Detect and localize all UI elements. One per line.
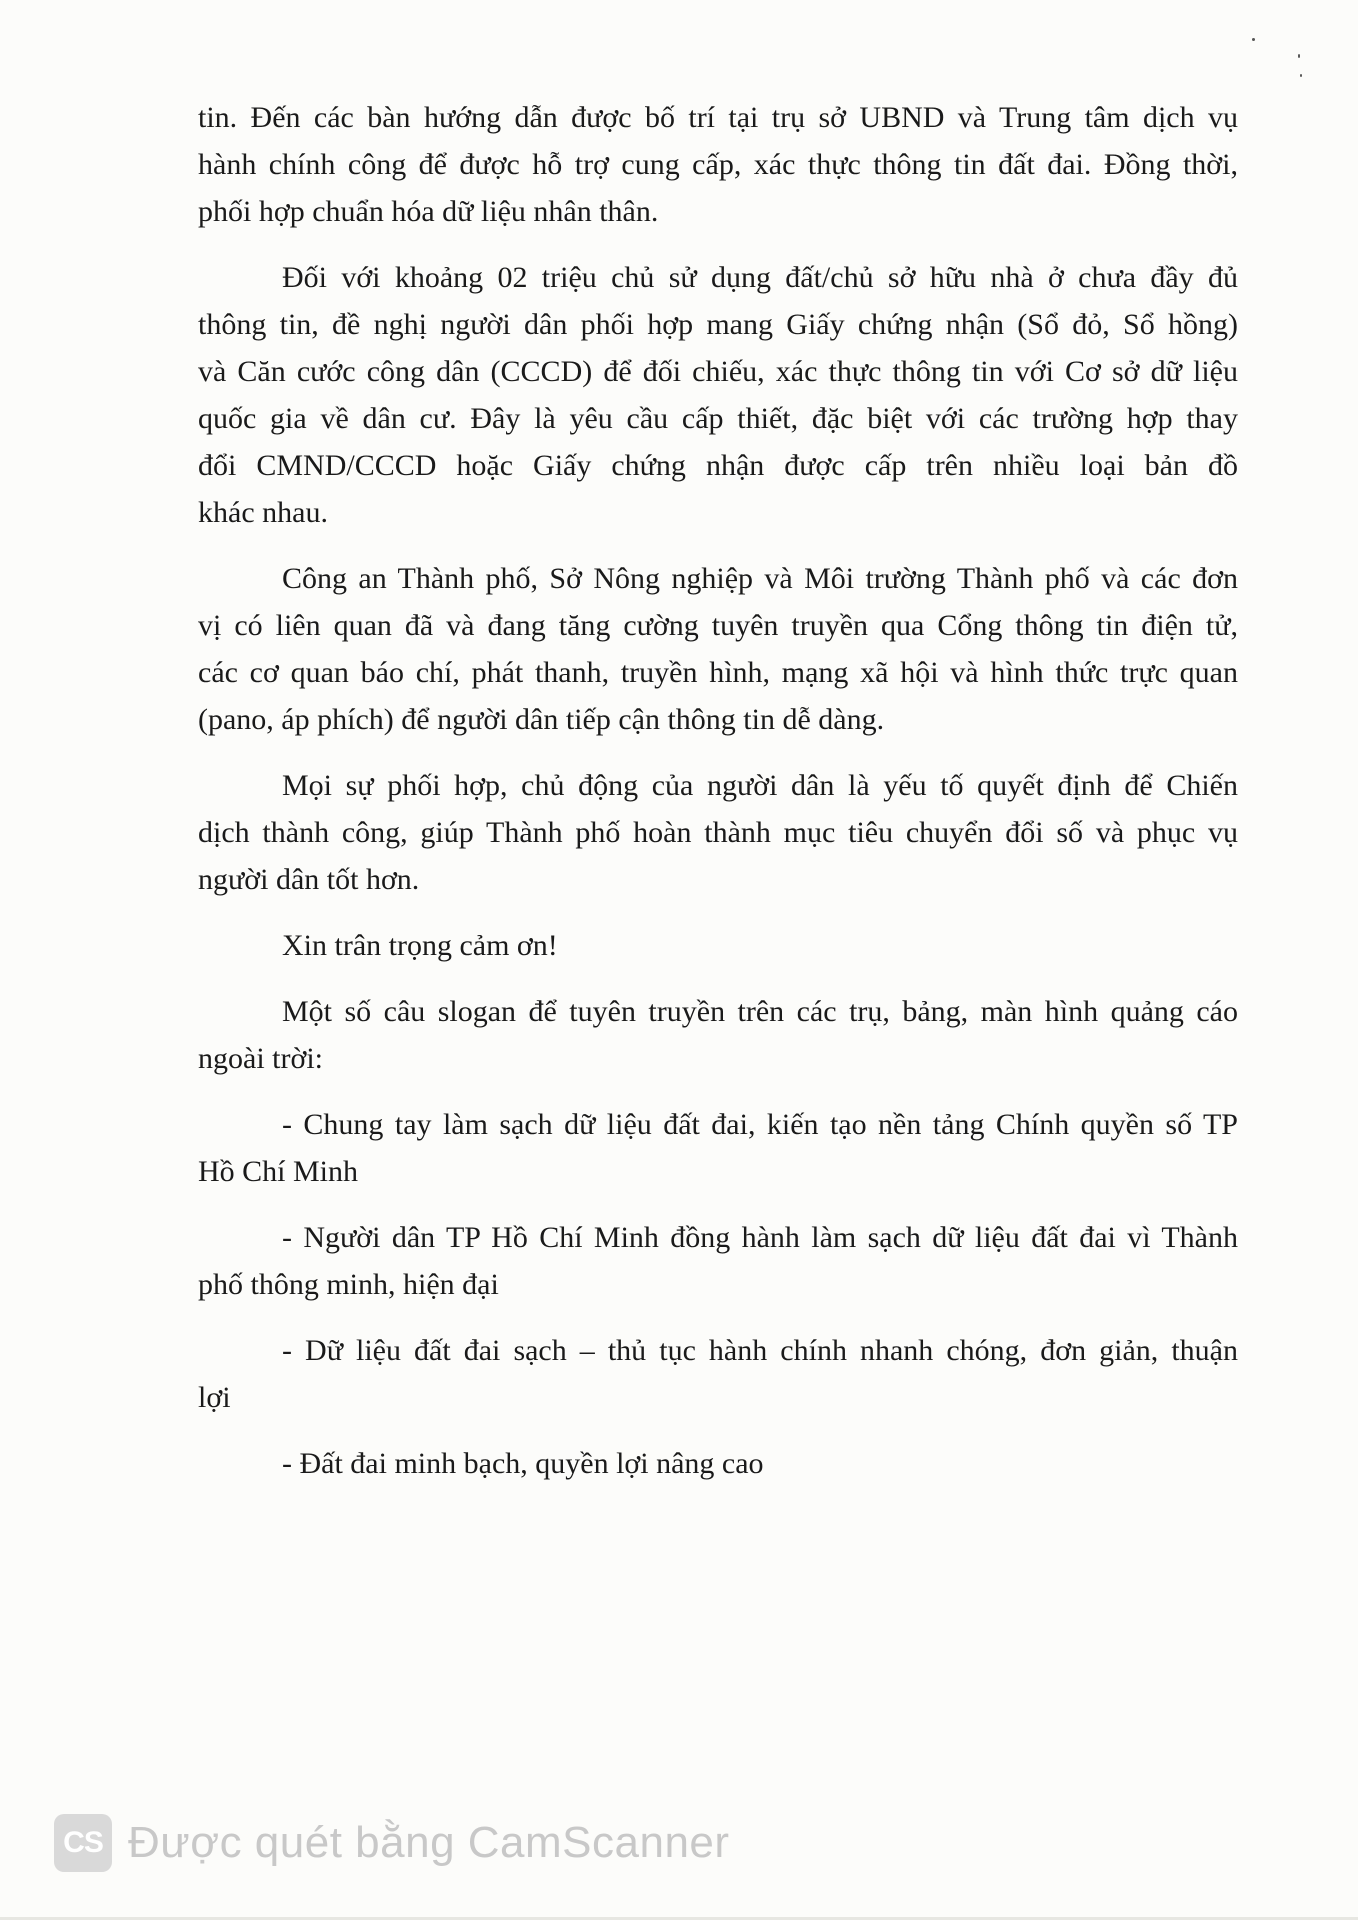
- text-line: tin. Đến các bàn hướng dẫn được bố trí tại trụ sở UBND và Trung tâm dịch vụ: [198, 101, 1238, 134]
- paragraph: [198, 1327, 1238, 1421]
- text-line: ngoài trời:: [198, 1042, 324, 1075]
- text-line: - Chung tay làm sạch dữ liệu đất đai, kiến tạo nền tảng Chính quyền số TP: [282, 1108, 1238, 1141]
- text-line: Đối với khoảng 02 triệu chủ sử dụng đất/chủ sở hữu nhà ở chưa đầy đủ: [282, 261, 1238, 294]
- text-line: vị có liên quan đã và đang tăng cường tuyên truyền qua Cổng thông tin điện tử,: [198, 609, 1238, 642]
- text-line: Mọi sự phối hợp, chủ động của người dân là yếu tố quyết định để Chiến: [282, 769, 1238, 802]
- scan-speck: [1298, 54, 1300, 58]
- text-line: người dân tốt hơn.: [198, 863, 420, 896]
- text-line: khác nhau.: [198, 496, 328, 529]
- text-line: lợi: [198, 1381, 231, 1414]
- paragraph: [198, 1214, 1238, 1308]
- text-line: - Dữ liệu đất đai sạch – thủ tục hành chính nhanh chóng, đơn giản, thuận: [282, 1334, 1238, 1367]
- paragraph: [198, 762, 1238, 903]
- paragraph: [198, 988, 1238, 1082]
- text-line: phố thông minh, hiện đại: [198, 1268, 499, 1301]
- text-line: - Đất đai minh bạch, quyền lợi nâng cao: [282, 1447, 764, 1480]
- paragraph: [198, 555, 1238, 743]
- paragraph: [198, 1440, 1238, 1487]
- scan-speck: [1252, 38, 1255, 41]
- text-line: Xin trân trọng cảm ơn!: [282, 929, 558, 962]
- camscanner-label: Được quét bằng CamScanner: [128, 1818, 730, 1867]
- paragraph: [198, 94, 1238, 235]
- text-line: - Người dân TP Hồ Chí Minh đồng hành làm sạch dữ liệu đất đai vì Thành: [282, 1221, 1238, 1254]
- text-line: và Căn cước công dân (CCCD) để đối chiếu, xác thực thông tin với Cơ sở dữ liệu: [198, 355, 1238, 388]
- paragraph: [198, 254, 1238, 536]
- text-line: phối hợp chuẩn hóa dữ liệu nhân thân.: [198, 195, 659, 228]
- text-line: đổi CMND/CCCD hoặc Giấy chứng nhận được cấp trên nhiều loại bản đồ: [198, 449, 1238, 482]
- text-line: Một số câu slogan để tuyên truyền trên các trụ, bảng, màn hình quảng cáo: [282, 995, 1238, 1028]
- camscanner-logo-text: CS: [63, 1826, 103, 1859]
- text-line: Công an Thành phố, Sở Nông nghiệp và Môi trường Thành phố và các đơn: [282, 562, 1238, 595]
- paragraph: [198, 922, 1238, 969]
- text-line: (pano, áp phích) để người dân tiếp cận thông tin dễ dàng.: [198, 703, 885, 736]
- text-line: quốc gia về dân cư. Đây là yêu cầu cấp thiết, đặc biệt với các trường hợp thay: [198, 402, 1238, 435]
- text-line: Hồ Chí Minh: [198, 1155, 359, 1188]
- camscanner-watermark: [54, 1812, 730, 1874]
- text-line: hành chính công để được hỗ trợ cung cấp, xác thực thông tin đất đai. Đồng thời,: [198, 148, 1238, 181]
- text-line: các cơ quan báo chí, phát thanh, truyền hình, mạng xã hội và hình thức trực quan: [198, 656, 1238, 689]
- scan-speck: [1300, 74, 1302, 77]
- camscanner-logo-icon: [54, 1814, 112, 1872]
- paragraph: [198, 1101, 1238, 1195]
- document-body: [198, 94, 1238, 1506]
- text-line: dịch thành công, giúp Thành phố hoàn thành mục tiêu chuyển đổi số và phục vụ: [198, 816, 1238, 849]
- text-line: thông tin, đề nghị người dân phối hợp mang Giấy chứng nhận (Sổ đỏ, Sổ hồng): [198, 308, 1238, 341]
